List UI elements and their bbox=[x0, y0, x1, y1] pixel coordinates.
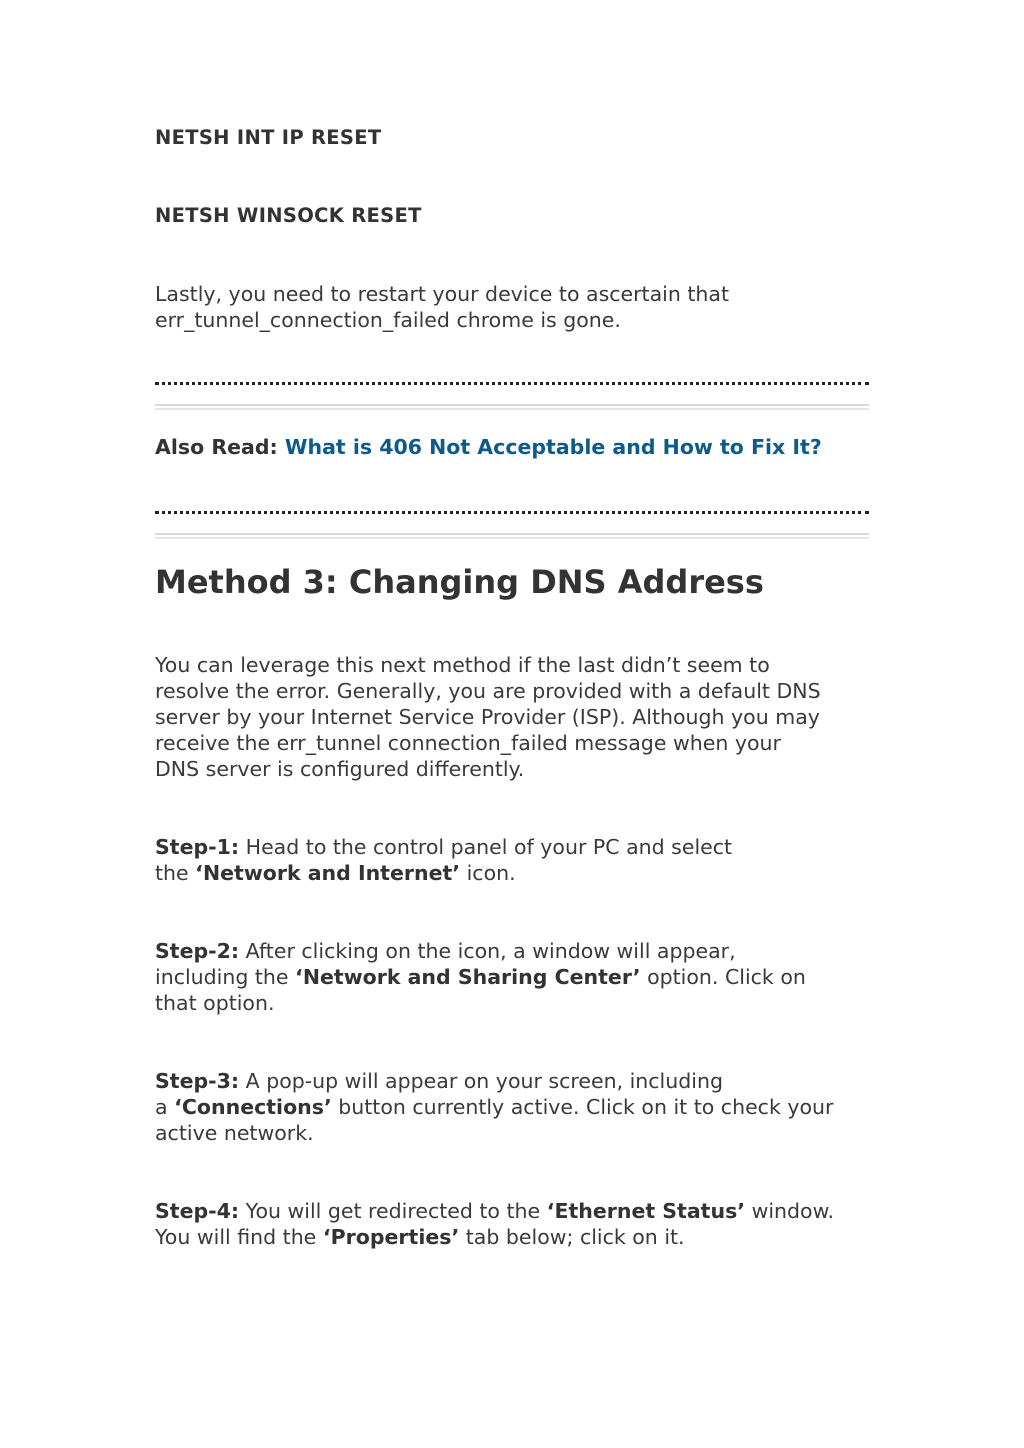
restart-paragraph-line-2: err_tunnel_connection_failed chrome is gone. bbox=[155, 308, 621, 332]
intro-line: receive the err_tunnel connection_failed message when your bbox=[155, 731, 781, 755]
step-3 bbox=[155, 1068, 890, 1146]
step-line: that option. bbox=[155, 991, 275, 1015]
step-text: You will find the bbox=[155, 1225, 323, 1249]
step-line bbox=[155, 964, 890, 990]
step-text: icon. bbox=[460, 861, 516, 885]
also-read-link[interactable]: What is 406 Not Acceptable and How to Fix It? bbox=[284, 435, 822, 459]
also-read-label: Also Read: bbox=[155, 435, 278, 459]
dotted-divider bbox=[155, 511, 869, 514]
step-line bbox=[155, 1224, 890, 1250]
step-label: Step-4: bbox=[155, 1199, 240, 1223]
restart-paragraph-line-1: Lastly, you need to restart your device to ascertain that bbox=[155, 282, 729, 306]
step-label: Step-1: bbox=[155, 835, 240, 859]
intro-line: server by your Internet Service Provider (ISP). Although you may bbox=[155, 705, 820, 729]
step-highlight: ‘Network and Internet’ bbox=[195, 861, 461, 885]
step-line bbox=[155, 834, 890, 860]
restart-paragraph bbox=[155, 281, 885, 333]
step-text: A pop-up will appear on your screen, including bbox=[245, 1069, 723, 1093]
step-line bbox=[155, 1094, 890, 1120]
step-text: the bbox=[155, 861, 196, 885]
intro-paragraph bbox=[155, 652, 885, 782]
command-netsh-winsock-reset: NETSH WINSOCK RESET bbox=[155, 204, 422, 227]
step-text: You will get redirected to the bbox=[245, 1199, 547, 1223]
step-1 bbox=[155, 834, 890, 886]
double-divider bbox=[155, 404, 869, 410]
command-netsh-int-ip-reset: NETSH INT IP RESET bbox=[155, 126, 382, 149]
step-highlight: ‘Properties’ bbox=[322, 1225, 460, 1249]
step-highlight: ‘Ethernet Status’ bbox=[546, 1199, 746, 1223]
step-highlight: ‘Network and Sharing Center’ bbox=[295, 965, 641, 989]
step-text: including the bbox=[155, 965, 296, 989]
step-text: Head to the control panel of your PC and select bbox=[245, 835, 733, 859]
step-text: button currently active. Click on it to check your bbox=[331, 1095, 834, 1119]
step-label: Step-3: bbox=[155, 1069, 240, 1093]
dotted-divider bbox=[155, 382, 869, 385]
step-2 bbox=[155, 938, 890, 1016]
step-highlight: ‘Connections’ bbox=[174, 1095, 332, 1119]
step-text: tab below; click on it. bbox=[459, 1225, 685, 1249]
step-line: active network. bbox=[155, 1121, 314, 1145]
step-text: After clicking on the icon, a window will appear, bbox=[245, 939, 736, 963]
intro-line: You can leverage this next method if the last didn’t seem to bbox=[155, 653, 770, 677]
step-text: a bbox=[155, 1095, 175, 1119]
step-line bbox=[155, 1068, 890, 1094]
step-text: option. Click on bbox=[640, 965, 806, 989]
double-divider bbox=[155, 533, 869, 539]
also-read bbox=[155, 435, 822, 459]
step-line bbox=[155, 938, 890, 964]
step-label: Step-2: bbox=[155, 939, 240, 963]
step-4 bbox=[155, 1198, 890, 1250]
intro-line: DNS server is configured differently. bbox=[155, 757, 525, 781]
step-line bbox=[155, 1198, 890, 1224]
step-text: window. bbox=[745, 1199, 835, 1223]
section-heading: Method 3: Changing DNS Address bbox=[155, 563, 764, 601]
intro-line: resolve the error. Generally, you are provided with a default DNS bbox=[155, 679, 821, 703]
step-line bbox=[155, 860, 890, 886]
